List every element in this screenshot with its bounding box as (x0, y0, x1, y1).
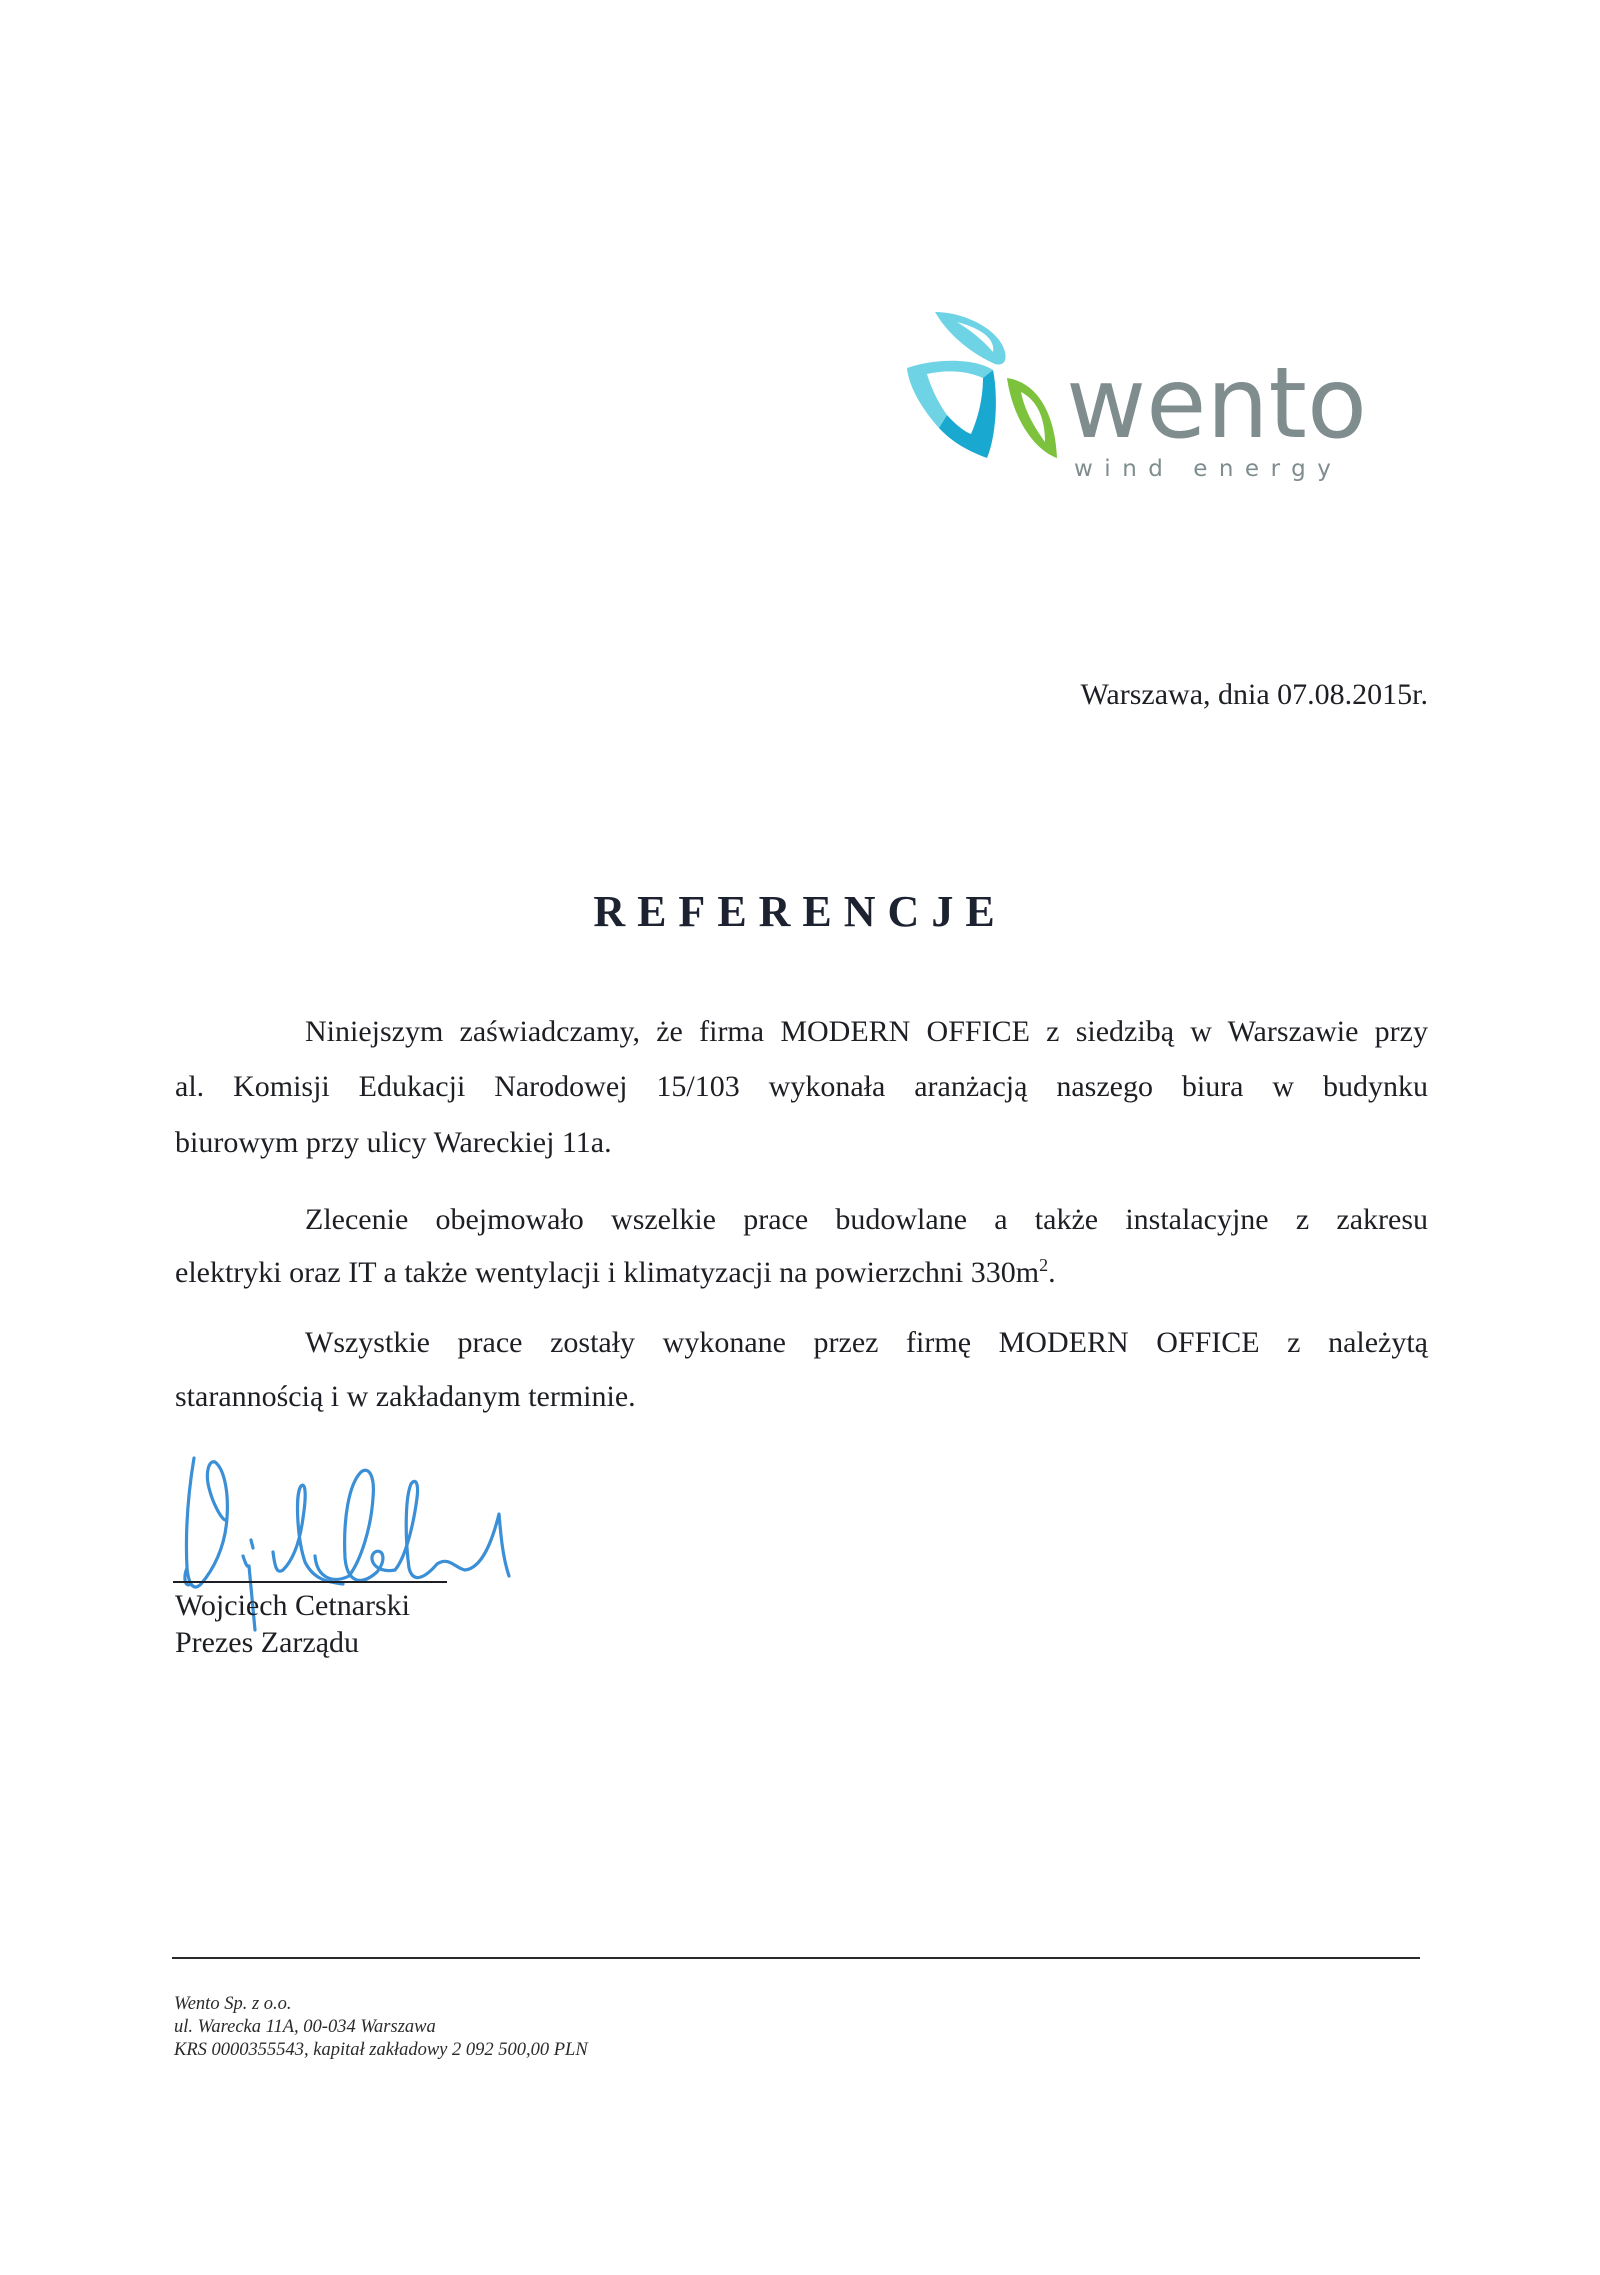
paragraph-line-text: elektryki oraz IT a także wentylacji i klimatyzacji na powierzchni 330m (175, 1256, 1040, 1289)
paragraph-line: Niniejszym zaświadczamy, że firma MODERN OFFICE z siedzibą w Warszawie przy (305, 1015, 1428, 1048)
line-end-period: . (1048, 1256, 1056, 1289)
footer-address: ul. Warecka 11A, 00-034 Warszawa (174, 2017, 436, 2037)
paragraph-line: biurowym przy ulicy Wareckiej 11a. (175, 1126, 612, 1159)
paragraph-line (175, 1255, 1056, 1291)
brand-tagline: wind energy (1074, 456, 1343, 482)
signature-line (173, 1581, 447, 1583)
footer-registry: KRS 0000355543, kapitał zakładowy 2 092 500,00 PLN (174, 2040, 588, 2060)
paragraph-line: Zlecenie obejmowało wszelkie prace budowlane a także instalacyjne z zakresu (305, 1203, 1428, 1236)
blade-green (1007, 378, 1057, 458)
footer-company: Wento Sp. z o.o. (174, 1994, 292, 2014)
signatory-position: Prezes Zarządu (175, 1626, 360, 1659)
signatory-name: Wojciech Cetnarski (175, 1589, 411, 1622)
document-title: REFERENCJE (593, 887, 1007, 936)
place-and-date: Warszawa, dnia 07.08.2015r. (1080, 678, 1428, 711)
footer-divider (172, 1957, 1420, 1959)
paragraph-line: al. Komisji Edukacji Narodowej 15/103 wykonała aranżacją naszego biura w budynku (175, 1070, 1428, 1103)
superscript-2: 2 (1039, 1255, 1049, 1275)
paragraph-line: starannością i w zakładanym terminie. (175, 1380, 636, 1413)
turbine-blades-icon (907, 312, 1057, 458)
brand-wordmark: wento (1066, 347, 1367, 461)
paragraph-line: Wszystkie prace zostały wykonane przez firmę MODERN OFFICE z należytą (305, 1326, 1428, 1359)
blade-top (935, 312, 1006, 365)
blade-left-dark (939, 370, 996, 458)
